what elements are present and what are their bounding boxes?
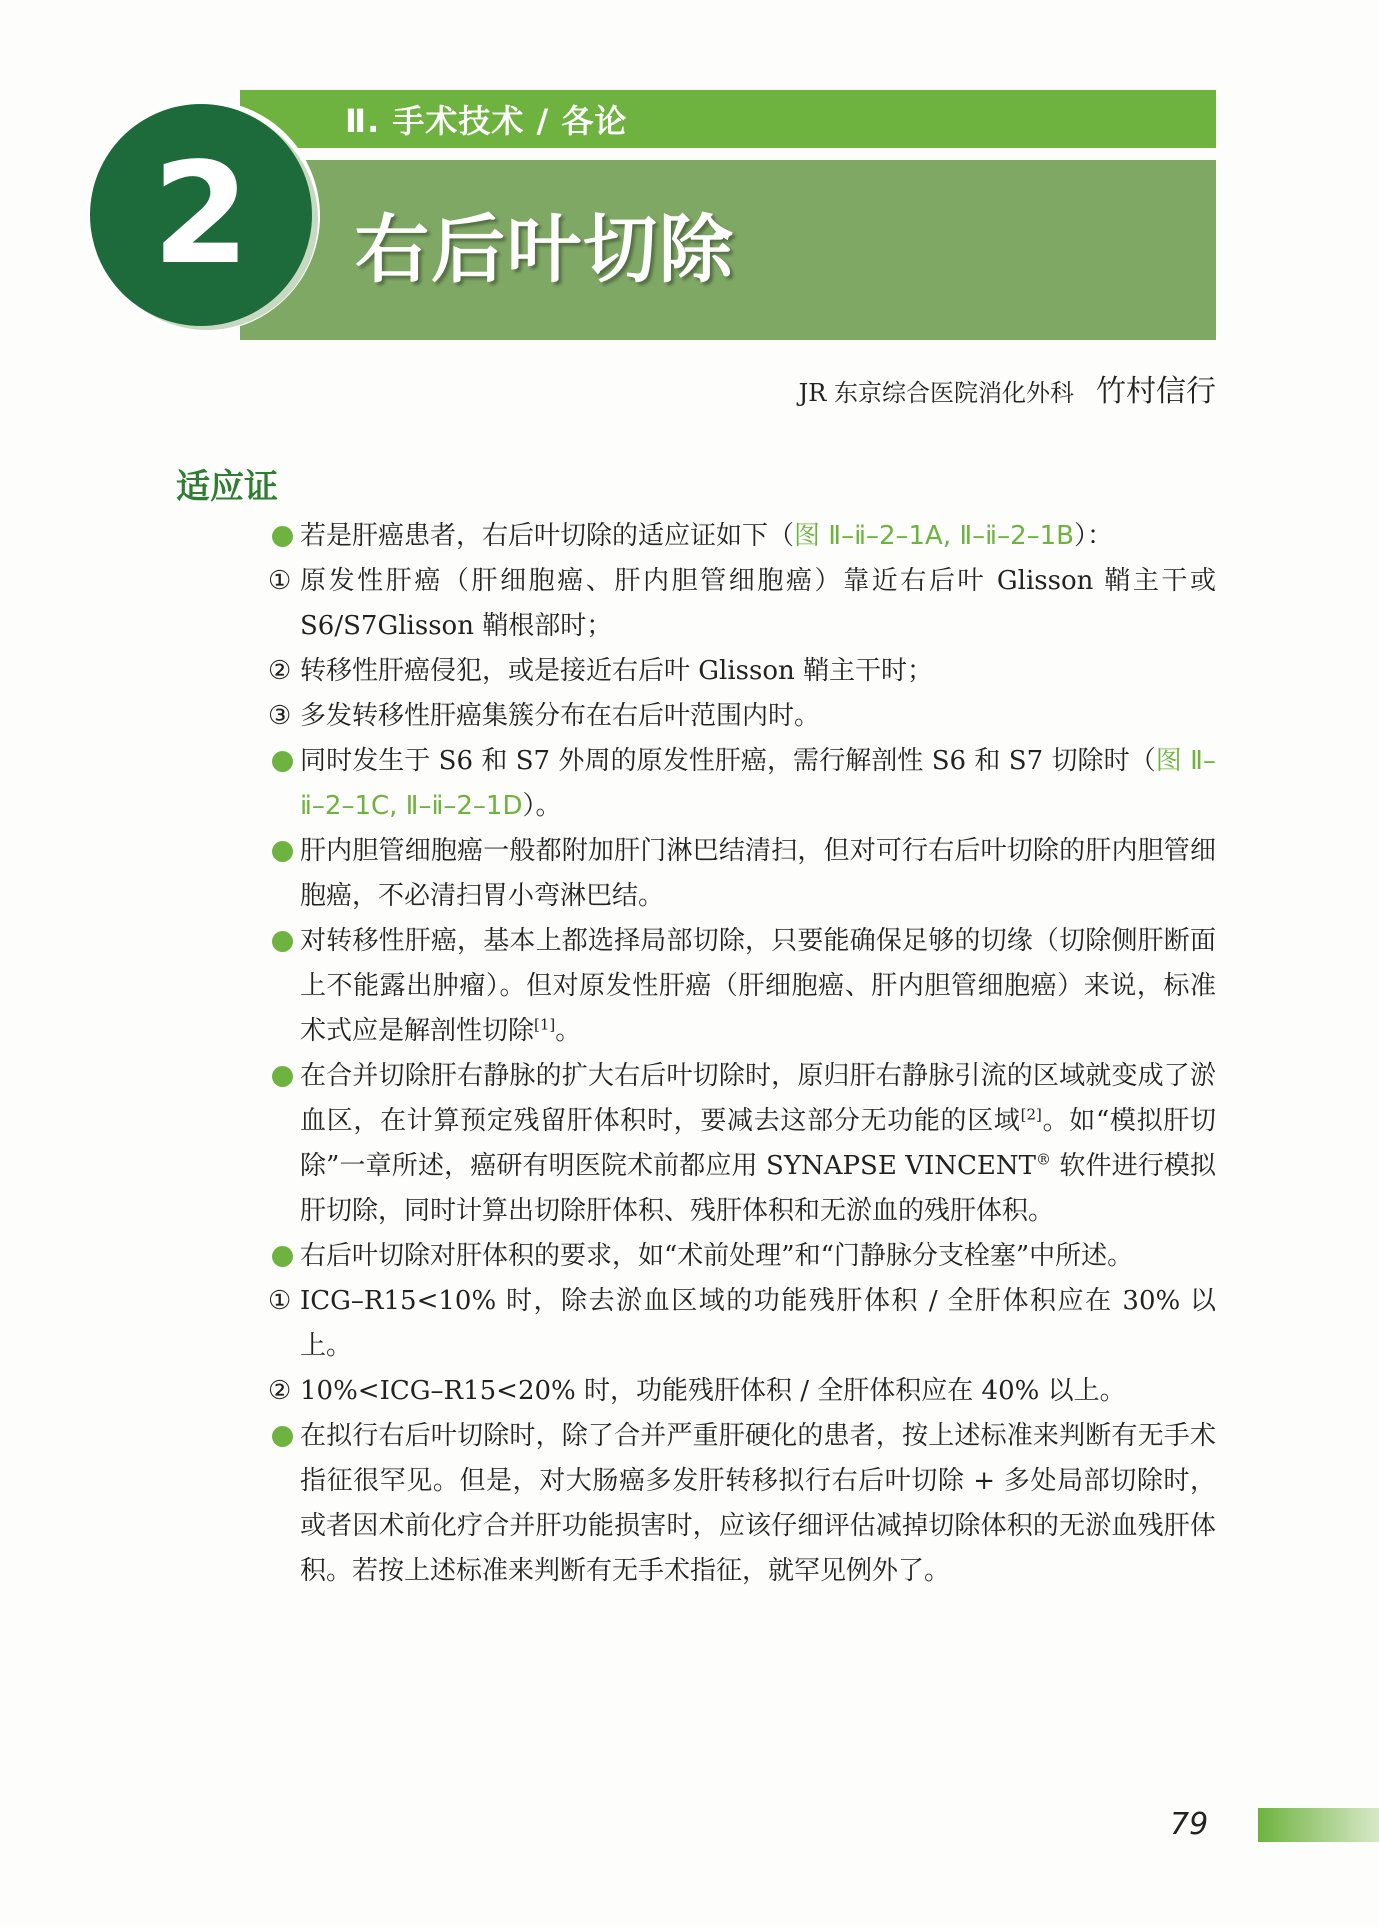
author-line bbox=[799, 370, 1216, 414]
paragraph-4: ③ 多发转移性肝癌集簇分布在右后叶范围内时。 bbox=[268, 694, 1216, 739]
figure-reference: 图 Ⅱ–ⅱ–2–1A, Ⅱ–ⅱ–2–1B bbox=[794, 521, 1074, 551]
registered-mark: ® bbox=[1035, 1150, 1051, 1169]
list-number: ① bbox=[268, 1286, 292, 1316]
section-heading: 适应证 bbox=[176, 467, 278, 507]
bullet-dot-icon bbox=[272, 841, 293, 862]
chapter-number: 2 bbox=[152, 133, 250, 296]
paragraph-9: 右后叶切除对肝体积的要求，如“术前处理”和“门静脉分支栓塞”中所述。 bbox=[268, 1234, 1216, 1279]
paragraph-5: 同时发生于 S6 和 S7 外周的原发性肝癌，需行解剖性 S6 和 S7 切除时（图 Ⅱ–ⅱ–2–1C, Ⅱ–ⅱ–2–1D）。 bbox=[268, 739, 1216, 829]
citation: [1] bbox=[534, 1015, 556, 1034]
section-label: Ⅱ. 手术技术 / 各论 bbox=[345, 102, 628, 140]
body-text bbox=[268, 514, 1216, 1594]
citation: [2] bbox=[1020, 1105, 1042, 1124]
page-number: 79 bbox=[1170, 1807, 1209, 1842]
paragraph-11: ② 10%<ICG–R15<20% 时，功能残肝体积 / 全肝体积应在 40% 以上。 bbox=[268, 1369, 1216, 1414]
bullet-dot-icon bbox=[272, 1426, 293, 1447]
paragraph-3: ② 转移性肝癌侵犯，或是接近右后叶 Glisson 鞘主干时； bbox=[268, 649, 1216, 694]
paragraph-10: ① ICG–R15<10% 时，除去淤血区域的功能残肝体积 / 全肝体积应在 30% 以上。 bbox=[268, 1279, 1216, 1369]
paragraph-8: 在合并切除肝右静脉的扩大右后叶切除时，原归肝右静脉引流的区域就变成了淤血区，在计算预定残留肝体积时，要减去这部分无功能的区域[2]。如“模拟肝切除”一章所述，癌研有明医院术前都应用 SYNAPSE VINCENT® 软件进行模拟肝切除，同时计算出切除肝体积、残肝体积和无淤血的残肝体积。 bbox=[268, 1054, 1216, 1234]
paragraph-2: ① 原发性肝癌（肝细胞癌、肝内胆管细胞癌）靠近右后叶 Glisson 鞘主干或 S6/S7Glisson 鞘根部时； bbox=[268, 559, 1216, 649]
bullet-dot-icon bbox=[272, 751, 293, 772]
bullet-dot-icon bbox=[272, 931, 293, 952]
paragraph-12: 在拟行右后叶切除时，除了合并严重肝硬化的患者，按上述标准来判断有无手术指征很罕见。但是，对大肠癌多发肝转移拟行右后叶切除 + 多处局部切除时，或者因术前化疗合并肝功能损害时，应该仔细评估减掉切除体积的无淤血残肝体积。若按上述标准来判断有无手术指征，就罕见例外了。 bbox=[268, 1414, 1216, 1594]
list-number: ③ bbox=[268, 701, 292, 731]
list-number: ① bbox=[268, 566, 292, 596]
bullet-dot-icon bbox=[272, 1066, 293, 1087]
bullet-dot-icon bbox=[272, 1246, 293, 1267]
list-number: ② bbox=[268, 656, 292, 686]
figure-reference: 图 Ⅱ–ⅱ–2–1C, Ⅱ–ⅱ–2–1D bbox=[300, 746, 1216, 821]
paragraph-7: 对转移性肝癌，基本上都选择局部切除，只要能确保足够的切缘（切除侧肝断面上不能露出肿瘤）。但对原发性肝癌（肝细胞癌、肝内胆管细胞癌）来说，标准术式应是解剖性切除[1]。 bbox=[268, 919, 1216, 1054]
page-tab-decoration bbox=[1258, 1808, 1379, 1842]
chapter-title: 右后叶切除 bbox=[355, 207, 735, 293]
list-number: ② bbox=[268, 1376, 292, 1406]
author-name: 竹村信行 bbox=[1096, 374, 1216, 409]
bullet-dot-icon bbox=[272, 526, 293, 547]
paragraph-1: 若是肝癌患者，右后叶切除的适应证如下（图 Ⅱ–ⅱ–2–1A, Ⅱ–ⅱ–2–1B）： bbox=[268, 514, 1216, 559]
paragraph-6: 肝内胆管细胞癌一般都附加肝门淋巴结清扫，但对可行右后叶切除的肝内胆管细胞癌，不必清扫胃小弯淋巴结。 bbox=[268, 829, 1216, 919]
author-affiliation: JR 东京综合医院消化外科 bbox=[798, 379, 1074, 407]
